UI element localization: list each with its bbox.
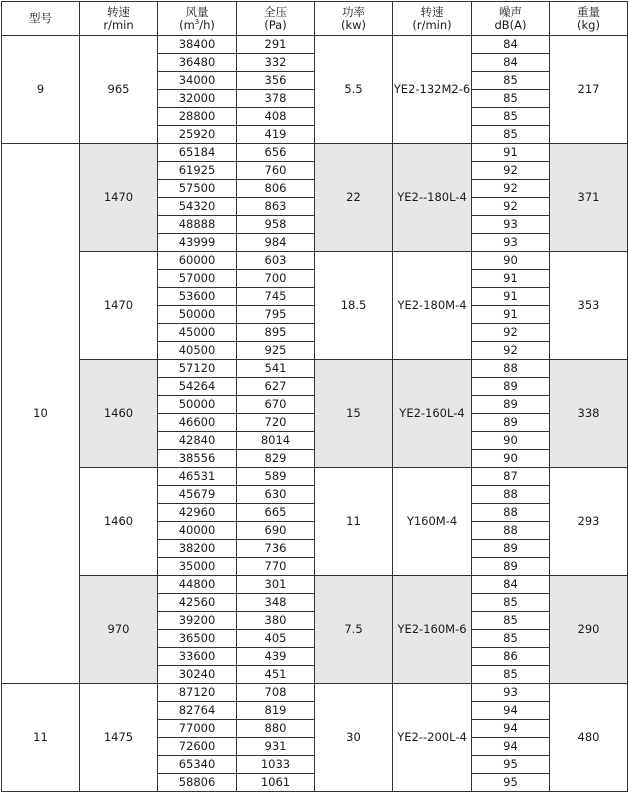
noise-cell: 85 [472,108,550,126]
pressure-cell: 665 [237,504,315,522]
noise-cell: 84 [472,576,550,594]
airflow-cell: 32000 [158,90,237,108]
airflow-cell: 72600 [158,738,237,756]
power-cell: 18.5 [315,252,393,360]
noise-cell: 89 [472,540,550,558]
pressure-cell: 880 [237,720,315,738]
noise-cell: 88 [472,360,550,378]
noise-cell: 95 [472,774,550,792]
noise-cell: 90 [472,252,550,270]
header-model: 型号 [2,2,80,36]
airflow-cell: 38556 [158,450,237,468]
table-row [2,144,628,162]
noise-cell: 89 [472,378,550,396]
table-row [2,36,628,54]
weight-cell: 353 [550,252,628,360]
pressure-cell: 378 [237,90,315,108]
weight-cell: 293 [550,468,628,576]
airflow-cell: 60000 [158,252,237,270]
noise-cell: 95 [472,756,550,774]
airflow-cell: 57120 [158,360,237,378]
speed-cell: 1460 [80,360,158,468]
pressure-cell: 708 [237,684,315,702]
power-cell: 22 [315,144,393,252]
motor-cell: YE2--180L-4 [393,144,472,252]
speed-cell: 1460 [80,468,158,576]
power-cell: 15 [315,360,393,468]
pressure-cell: 745 [237,288,315,306]
pressure-cell: 895 [237,324,315,342]
pressure-cell: 541 [237,360,315,378]
airflow-cell: 53600 [158,288,237,306]
pressure-cell: 806 [237,180,315,198]
noise-cell: 92 [472,180,550,198]
airflow-cell: 39200 [158,612,237,630]
noise-cell: 86 [472,648,550,666]
airflow-cell: 42560 [158,594,237,612]
pressure-cell: 451 [237,666,315,684]
airflow-cell: 33600 [158,648,237,666]
motor-cell: YE2-160M-6 [393,576,472,684]
noise-cell: 92 [472,198,550,216]
header-pressure: 全压 (Pa) [237,2,315,36]
table-body [2,36,628,792]
weight-cell: 480 [550,684,628,792]
airflow-cell: 40000 [158,522,237,540]
airflow-cell: 36480 [158,54,237,72]
airflow-cell: 65340 [158,756,237,774]
header-power: 功率 (kw) [315,2,393,36]
power-cell: 30 [315,684,393,792]
model-cell: 11 [2,684,80,792]
airflow-cell: 48888 [158,216,237,234]
speed-cell: 965 [80,36,158,144]
noise-cell: 94 [472,738,550,756]
airflow-cell: 58806 [158,774,237,792]
airflow-cell: 65184 [158,144,237,162]
header-weight: 重量 (kg) [550,2,628,36]
airflow-cell: 54264 [158,378,237,396]
noise-cell: 87 [472,468,550,486]
table-row [2,684,628,702]
pressure-cell: 1033 [237,756,315,774]
noise-cell: 94 [472,720,550,738]
airflow-cell: 38200 [158,540,237,558]
pressure-cell: 720 [237,414,315,432]
pressure-cell: 863 [237,198,315,216]
table-row [2,360,628,378]
header-airflow: 风量 $(m^3/h)$ [158,2,237,36]
pressure-cell: 829 [237,450,315,468]
pressure-cell: 819 [237,702,315,720]
pressure-cell: 408 [237,108,315,126]
noise-cell: 93 [472,684,550,702]
pressure-cell: 984 [237,234,315,252]
noise-cell: 94 [472,702,550,720]
weight-cell: 217 [550,36,628,144]
noise-cell: 92 [472,342,550,360]
airflow-cell: 50000 [158,306,237,324]
pressure-cell: 670 [237,396,315,414]
pressure-cell: 356 [237,72,315,90]
table-row [2,576,628,594]
airflow-cell: 46531 [158,468,237,486]
airflow-cell: 28800 [158,108,237,126]
noise-cell: 89 [472,414,550,432]
noise-cell: 88 [472,522,550,540]
airflow-cell: 38400 [158,36,237,54]
weight-cell: 371 [550,144,628,252]
noise-cell: 92 [472,324,550,342]
noise-cell: 93 [472,216,550,234]
pressure-cell: 8014 [237,432,315,450]
airflow-cell: 44800 [158,576,237,594]
speed-cell: 970 [80,576,158,684]
noise-cell: 89 [472,558,550,576]
pressure-cell: 439 [237,648,315,666]
speed-cell: 1475 [80,684,158,792]
pressure-cell: 291 [237,36,315,54]
noise-cell: 85 [472,666,550,684]
motor-cell: YE2-180M-4 [393,252,472,360]
pressure-cell: 931 [237,738,315,756]
motor-cell: YE2--200L-4 [393,684,472,792]
pressure-cell: 419 [237,126,315,144]
model-cell: 10 [2,144,80,684]
pressure-cell: 690 [237,522,315,540]
pressure-cell: 627 [237,378,315,396]
airflow-cell: 36500 [158,630,237,648]
noise-cell: 91 [472,144,550,162]
noise-cell: 91 [472,270,550,288]
pressure-cell: 760 [237,162,315,180]
airflow-cell: 40500 [158,342,237,360]
header-motor-speed: 转速 (r/min) [393,2,472,36]
pressure-cell: 405 [237,630,315,648]
airflow-cell: 42960 [158,504,237,522]
airflow-cell: 57500 [158,180,237,198]
airflow-cell: 45679 [158,486,237,504]
noise-cell: 84 [472,36,550,54]
noise-cell: 89 [472,396,550,414]
pressure-cell: 380 [237,612,315,630]
pressure-cell: 925 [237,342,315,360]
noise-cell: 84 [472,54,550,72]
model-cell: 9 [2,36,80,144]
pressure-cell: 301 [237,576,315,594]
power-cell: 7.5 [315,576,393,684]
speed-cell: 1470 [80,144,158,252]
power-cell: 5.5 [315,36,393,144]
airflow-cell: 82764 [158,702,237,720]
airflow-cell: 54320 [158,198,237,216]
noise-cell: 85 [472,612,550,630]
airflow-cell: 34000 [158,72,237,90]
weight-cell: 290 [550,576,628,684]
airflow-cell: 61925 [158,162,237,180]
motor-cell: YE2-132M2-6 [393,36,472,144]
pressure-cell: 770 [237,558,315,576]
power-cell: 11 [315,468,393,576]
airflow-cell: 46600 [158,414,237,432]
pressure-cell: 630 [237,486,315,504]
airflow-cell: 87120 [158,684,237,702]
table-row [2,252,628,270]
noise-cell: 93 [472,234,550,252]
noise-cell: 90 [472,450,550,468]
pressure-cell: 1061 [237,774,315,792]
pressure-cell: 736 [237,540,315,558]
motor-cell: Y160M-4 [393,468,472,576]
pressure-cell: 700 [237,270,315,288]
table-row [2,468,628,486]
motor-cell: YE2-160L-4 [393,360,472,468]
airflow-cell: 57000 [158,270,237,288]
noise-cell: 90 [472,432,550,450]
weight-cell: 338 [550,360,628,468]
airflow-cell: 35000 [158,558,237,576]
noise-cell: 85 [472,594,550,612]
airflow-cell: 50000 [158,396,237,414]
header-noise: 噪声 dB(A) [472,2,550,36]
fan-spec-table [1,1,628,792]
pressure-cell: 332 [237,54,315,72]
pressure-cell: 656 [237,144,315,162]
noise-cell: 91 [472,306,550,324]
airflow-cell: 43999 [158,234,237,252]
noise-cell: 88 [472,504,550,522]
airflow-cell: 77000 [158,720,237,738]
pressure-cell: 958 [237,216,315,234]
airflow-cell: 42840 [158,432,237,450]
header-speed: 转速 r/min [80,2,158,36]
speed-cell: 1470 [80,252,158,360]
pressure-cell: 795 [237,306,315,324]
airflow-cell: 25920 [158,126,237,144]
noise-cell: 91 [472,288,550,306]
airflow-cell: 45000 [158,324,237,342]
pressure-cell: 348 [237,594,315,612]
header-row [2,2,628,36]
noise-cell: 85 [472,630,550,648]
airflow-cell: 30240 [158,666,237,684]
pressure-cell: 589 [237,468,315,486]
noise-cell: 88 [472,486,550,504]
noise-cell: 92 [472,162,550,180]
noise-cell: 85 [472,126,550,144]
noise-cell: 85 [472,72,550,90]
noise-cell: 85 [472,90,550,108]
pressure-cell: 603 [237,252,315,270]
